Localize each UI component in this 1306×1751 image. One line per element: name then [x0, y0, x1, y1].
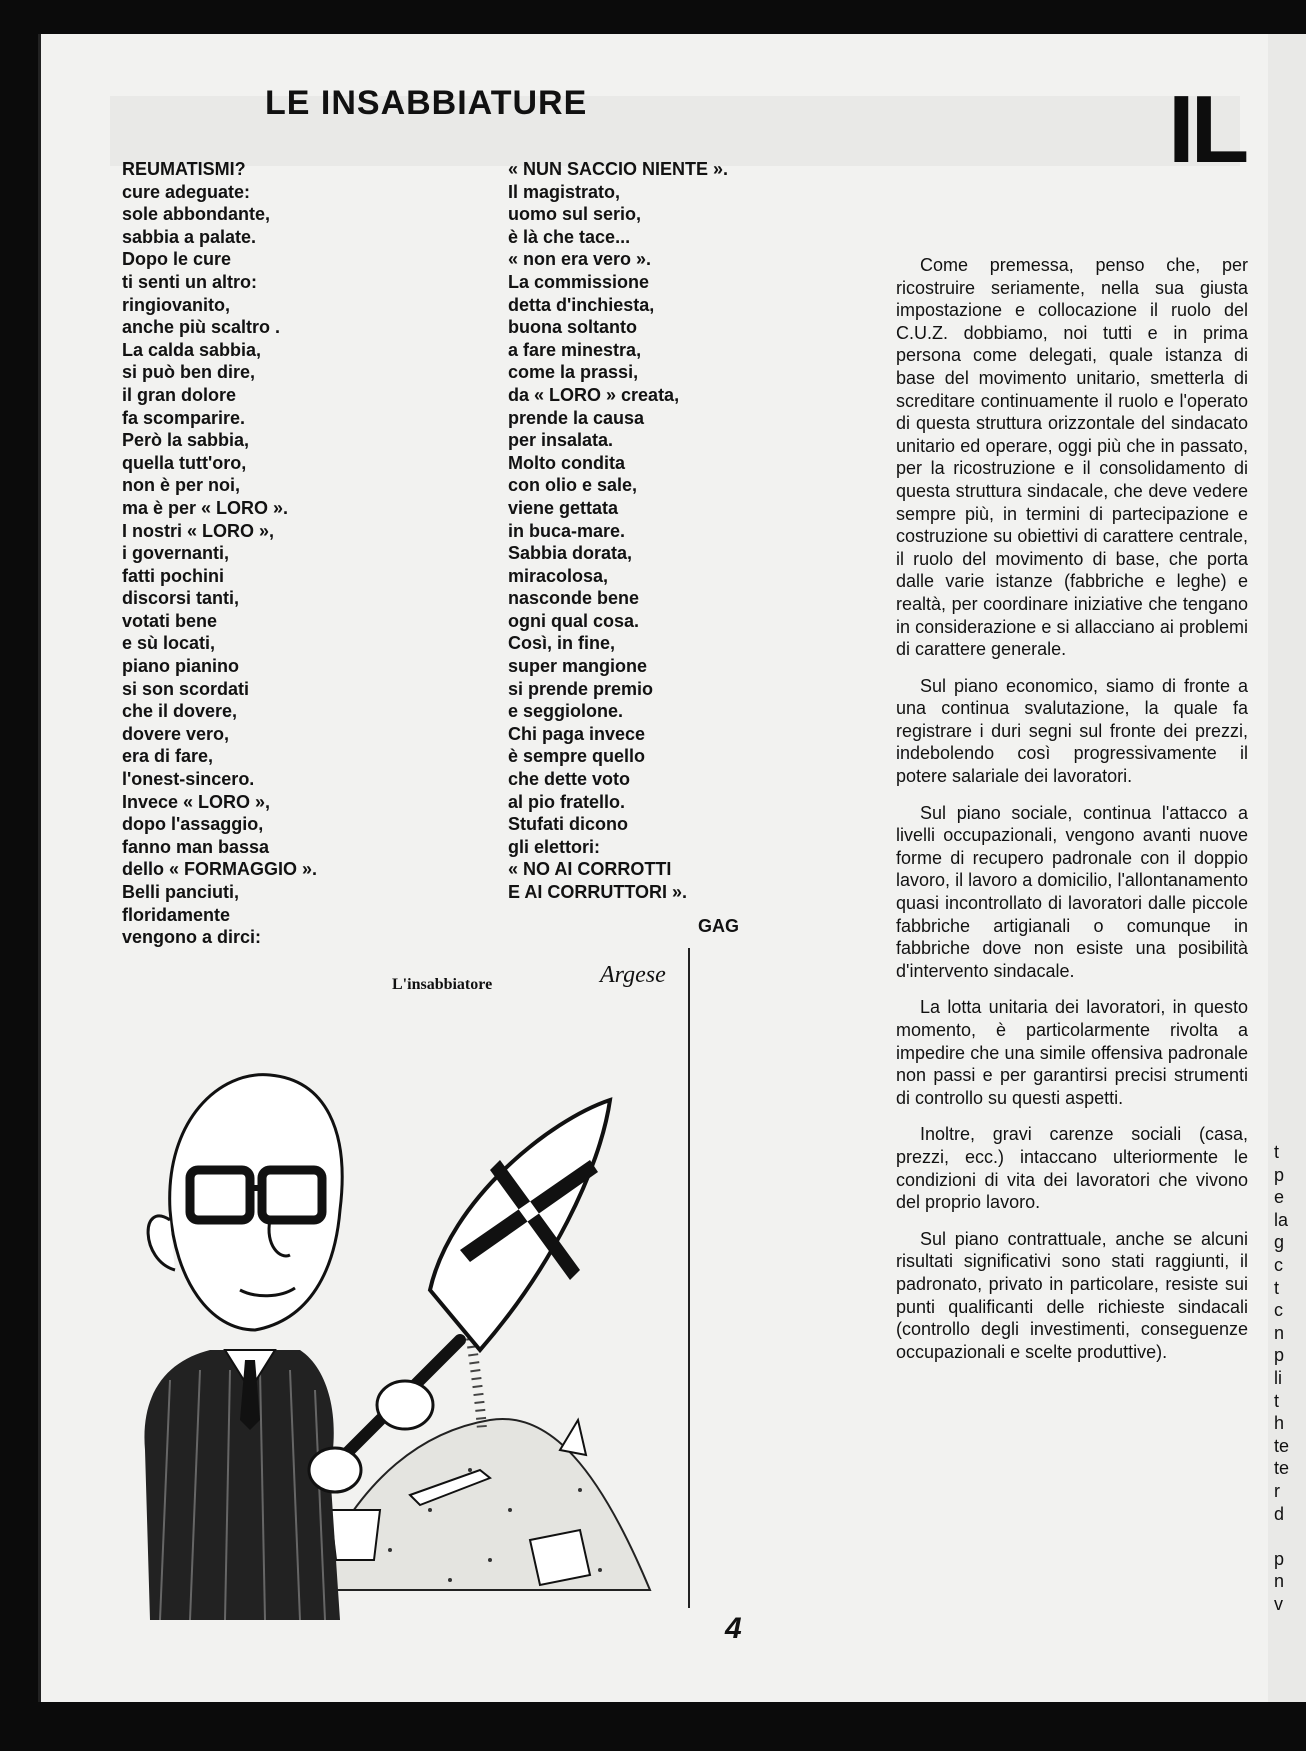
poem-line: Invece « LORO »,	[122, 791, 271, 812]
poem-signature: GAG	[698, 916, 740, 936]
poem-line: Belli panciuti,	[122, 882, 240, 902]
poem-line: « non era vero ».	[508, 249, 652, 270]
poem-left-column	[122, 158, 317, 949]
man-hand-upper	[377, 1381, 433, 1429]
poem-line: discorsi tanti,	[122, 588, 240, 609]
poem-line: che il dovere,	[122, 701, 238, 722]
poem-line: Chi paga invece	[508, 723, 646, 744]
edge-fragment: v	[1274, 1593, 1283, 1614]
poem-line: fa scomparire.	[122, 407, 246, 428]
poem-line: anche più scaltro .	[122, 317, 281, 338]
poem-line: « NO AI CORROTTI	[508, 859, 672, 880]
poem-line: si prende premio	[508, 678, 654, 699]
poem-line: dello « FORMAGGIO ».	[122, 859, 318, 880]
edge-fragment: p	[1274, 1345, 1285, 1366]
page-number: 4	[725, 1612, 742, 1645]
poem-line: La commissione	[508, 271, 650, 292]
cartoon-author: Argese	[600, 962, 666, 988]
cartoon-caption: L'insabbiatore	[392, 976, 493, 993]
poem-line: sole abbondante,	[122, 204, 271, 225]
poem-line: REUMATISMI?	[122, 159, 246, 179]
poem-line: Così, in fine,	[508, 633, 616, 654]
poem-line: dopo l'assaggio,	[122, 814, 264, 835]
poem-line: l'onest-sincero.	[122, 769, 255, 790]
poem-line: gli elettori:	[508, 836, 601, 857]
edge-fragment: r	[1274, 1480, 1280, 1501]
poem-line: sabbia a palate.	[122, 226, 257, 247]
poem-line: quella tutt'oro,	[122, 452, 247, 473]
poem-line: prende la causa	[508, 407, 645, 428]
edge-fragment: t	[1274, 1390, 1280, 1411]
man-head	[170, 1075, 342, 1330]
poem-line: La calda sabbia,	[122, 339, 262, 360]
article-paragraph: Sul piano sociale, continua l'attacco a livelli occupazionali, vengono avanti nuove forme di recupero padronale con il doppio lavoro, il lavoro a domicilio, l'allontanamento quasi incontrollato di lavoratori dalle piccole fabbriche artigianali o comunque in fabbriche dove non esiste una posibilità d'intervento sindacale.	[896, 802, 1248, 981]
poem-line: a fare minestra,	[508, 339, 642, 360]
poem-line: ti senti un altro:	[122, 271, 257, 292]
article-paragraph: Come premessa, penso che, per ricostruire seriamente, nella sua giusta impostazione e collocazione il ruolo del C.U.Z. dobbiamo, noi tutti e in prima persona come delegati, quale istanza di base del movimento unitario, smetterla di screditare continuamente il ruolo e l'operato di questa struttura orizzontale del sindacato unitario ed operare, oggi più che in passato, per la ricostruzione e il consolidamento di questa struttura sindacale, che deve vedere sempre più, in termini di partecipazione e costruzione su obiettivi di carattere centrale, il ruolo del movimento di base, che porta dalle varie istanze (fabbriche e leghe) e realtà, per coordinare iniziative che tengano in considerazione e si allacciano ai problemi di carattere generale.	[896, 255, 1248, 660]
poem-line: buona soltanto	[508, 317, 637, 338]
cartoon-illustration	[130, 950, 700, 1620]
poem-line: ringiovanito,	[122, 294, 230, 315]
buried-rocket	[560, 1420, 586, 1455]
poem-line: dovere vero,	[122, 723, 230, 744]
poem-line: Però la sabbia,	[122, 430, 250, 451]
poem-line: uomo sul serio,	[508, 204, 642, 225]
poem-line: Sabbia dorata,	[508, 543, 633, 564]
poem-line: viene gettata	[508, 497, 619, 518]
edge-fragment: t	[1274, 1142, 1280, 1162]
poem-line: si può ben dire,	[122, 362, 256, 383]
edge-fragment: te	[1274, 1435, 1290, 1456]
page-title: LE INSABBIATURE	[265, 84, 588, 122]
article-paragraph: La lotta unitaria dei lavoratori, in questo momento, è particolarmente rivolta a impedire che una simile offensiva padronale non passi e per garantirsi precisi strumenti di controllo su questi aspetti.	[896, 997, 1248, 1108]
poem-line: « NUN SACCIO NIENTE ».	[508, 159, 729, 179]
edge-fragment: li	[1274, 1367, 1282, 1388]
poem-line: piano pianino	[122, 656, 239, 677]
poem-line: votati bene	[122, 610, 218, 631]
poem-line: cure adeguate:	[122, 181, 251, 202]
poem-line: il gran dolore	[122, 384, 237, 405]
poem-line: I nostri « LORO »,	[122, 520, 275, 541]
poem-line: i governanti,	[122, 543, 230, 564]
edge-fragment: h	[1274, 1413, 1285, 1434]
edge-fragment: te	[1274, 1458, 1290, 1479]
poem-line: che dette voto	[508, 769, 631, 790]
facing-page-text-fragments	[1274, 1141, 1304, 1615]
poem-line: super mangione	[508, 656, 648, 677]
poem-line: miracolosa,	[508, 565, 609, 586]
edge-fragment	[1274, 1525, 1304, 1548]
poem-line: come la prassi,	[508, 362, 639, 383]
poem-line: Il magistrato,	[508, 181, 621, 202]
poem-line: e seggiolone.	[508, 701, 624, 722]
edge-fragment: e	[1274, 1187, 1285, 1208]
edge-fragment: c	[1274, 1254, 1283, 1275]
edge-fragment: n	[1274, 1322, 1285, 1343]
poem-line: Stufati dicono	[508, 814, 628, 835]
poem-line: non è per noi,	[122, 475, 241, 496]
poem-line: per insalata.	[508, 430, 614, 451]
poem-line: ogni qual cosa.	[508, 610, 640, 631]
poem-line: si son scordati	[122, 678, 250, 699]
poem-line: al pio fratello.	[508, 791, 626, 812]
poem-line: è sempre quello	[508, 746, 646, 767]
buried-bucket	[330, 1510, 380, 1560]
edge-fragment: p	[1274, 1164, 1285, 1185]
poem-line: nasconde bene	[508, 588, 640, 609]
poem-line: da « LORO » creata,	[508, 384, 680, 405]
poem-line: vengono a dirci:	[122, 927, 262, 948]
poem-line: fatti pochini	[122, 565, 224, 586]
poem-line: con olio e sale,	[508, 475, 638, 496]
poem-line: era di fare,	[122, 746, 214, 767]
poem-line: ma è per « LORO ».	[122, 497, 289, 518]
article-paragraph: Sul piano contrattuale, anche se alcuni risultati significativi sono stati raggiunti, il padronato, privato in particolare, resiste sui punti qualificanti delle richieste sindacali (controllo degli investimenti, conseguenze occupazionali e scelte produttive).	[896, 1228, 1248, 1362]
article-paragraph: Inoltre, gravi carenze sociali (casa, prezzi, ecc.) intaccano ulteriormente le condizioni di vita dei lavoratori che vivono del proprio lavoro.	[896, 1124, 1248, 1213]
right-heading: IL	[1168, 76, 1246, 183]
poem-line: floridamente	[122, 904, 231, 925]
poem-line: Molto condita	[508, 452, 625, 473]
poem-line: detta d'inchiesta,	[508, 294, 655, 315]
edge-fragment: g	[1274, 1232, 1285, 1253]
man-suit	[144, 1350, 340, 1620]
article-paragraph: Sul piano economico, siamo di fronte a una continua svalutazione, la quale fa registrare i duri segni sul fronte dei prezzi, indebolendo così progressivamente il potere salariale dei lavoratori.	[896, 675, 1248, 787]
edge-fragment: t	[1274, 1277, 1280, 1298]
edge-fragment: d	[1274, 1503, 1285, 1524]
poem-line: Dopo le cure	[122, 249, 232, 270]
poem-line: E AI CORRUTTORI ».	[508, 882, 688, 902]
article-column	[896, 254, 1248, 1377]
edge-fragment: p	[1274, 1548, 1285, 1569]
poem-line: e sù locati,	[122, 633, 216, 654]
edge-fragment: n	[1274, 1571, 1285, 1592]
poem-line: è là che tace...	[508, 226, 631, 247]
edge-fragment: la	[1274, 1209, 1289, 1230]
poem-line: fanno man bassa	[122, 836, 270, 857]
poem-right-column	[508, 158, 728, 904]
man-hand-lower	[309, 1448, 361, 1492]
buried-box	[530, 1530, 590, 1585]
edge-fragment: c	[1274, 1300, 1283, 1321]
poem-line: in buca-mare.	[508, 520, 626, 541]
